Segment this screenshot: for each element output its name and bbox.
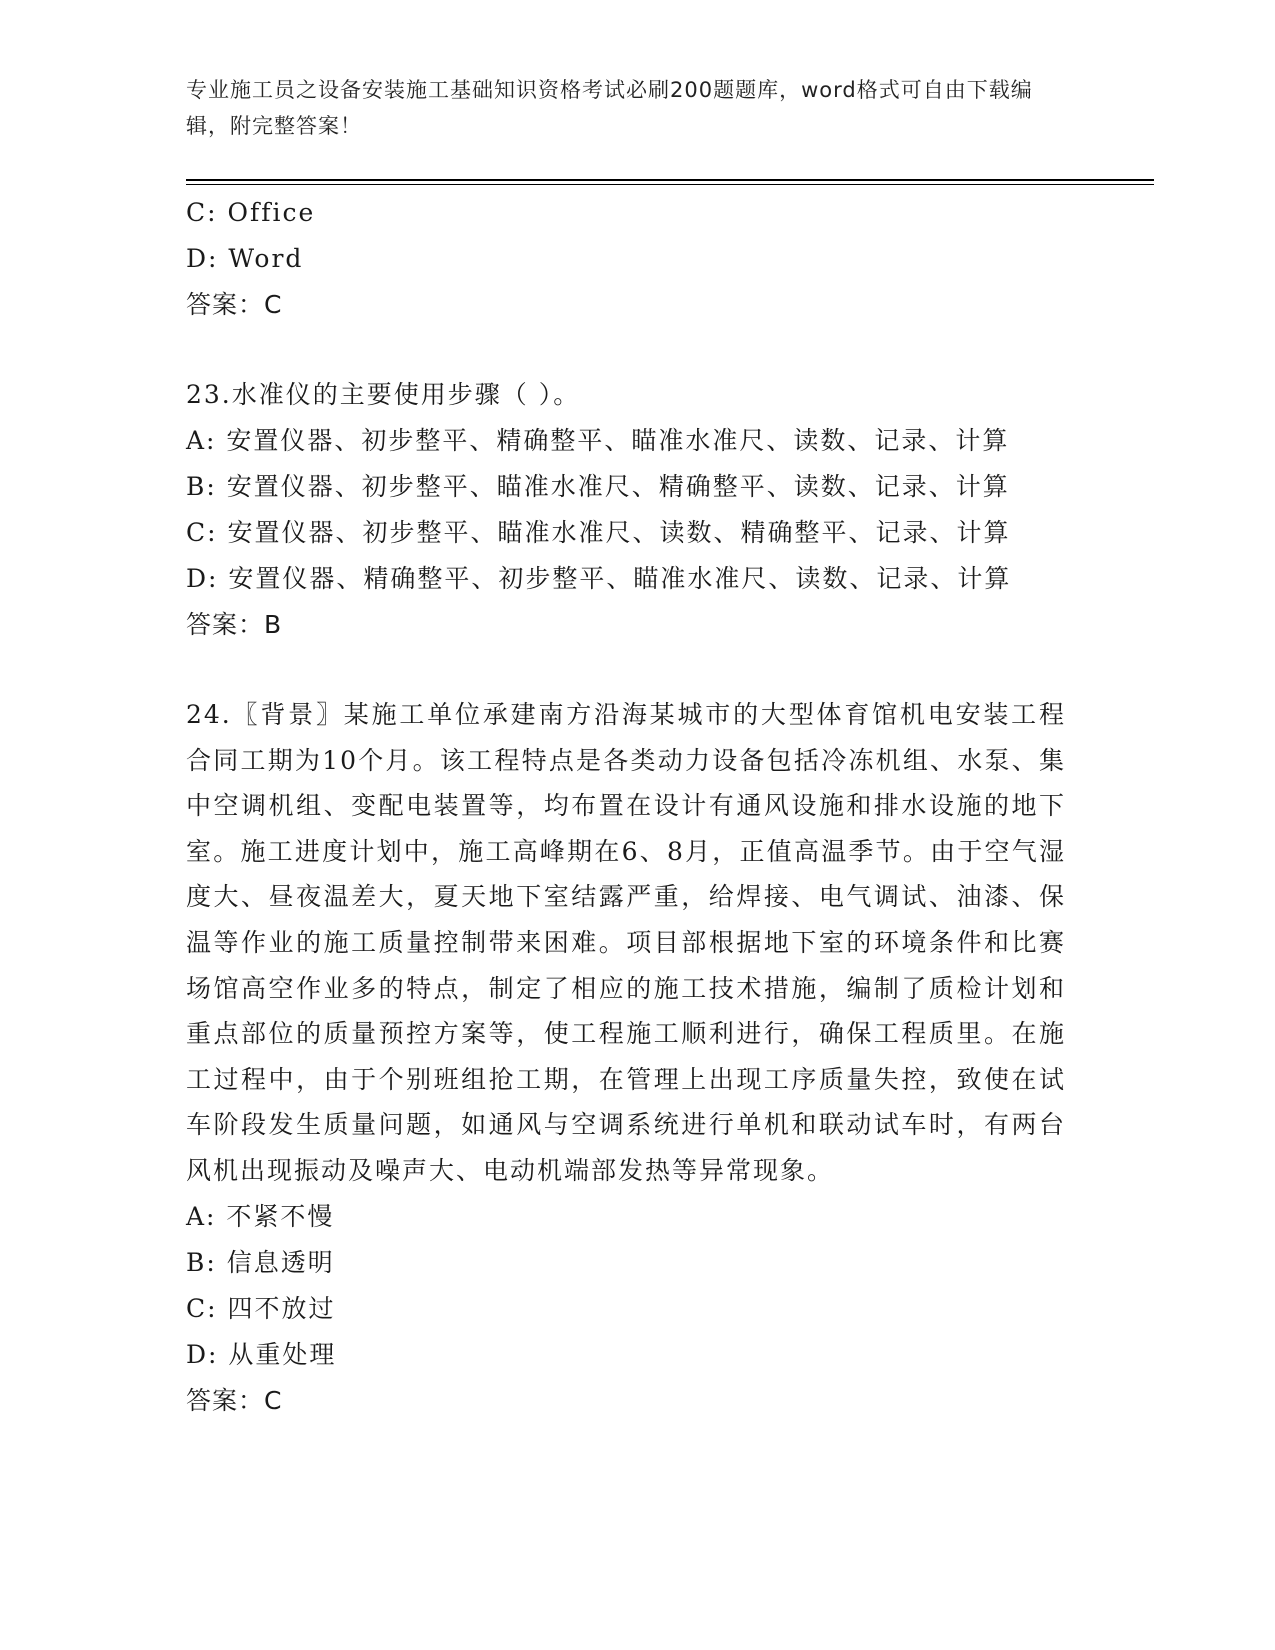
q24-option-c: C: 四不放过 <box>186 1293 336 1323</box>
spacer <box>186 648 1086 692</box>
spacer <box>186 328 1086 372</box>
q23-option-a: A: 安置仪器、初步整平、精确整平、瞄准水准尺、读数、记录、计算 <box>186 426 1010 455</box>
document-body <box>186 190 1086 1424</box>
q22-option-d: D: Word <box>186 244 304 273</box>
q23-option-b: B: 安置仪器、初步整平、瞄准水准尺、精确整平、读数、记录、计算 <box>186 472 1010 501</box>
q22-option-c: C: Office <box>186 198 316 227</box>
header-rule-thin <box>186 184 1154 185</box>
q23-option-d: D: 安置仪器、精确整平、初步整平、瞄准水准尺、读数、记录、计算 <box>186 564 1012 593</box>
q23-answer: 答案：B <box>186 610 283 639</box>
q24-option-b: B: 信息透明 <box>186 1247 335 1277</box>
header-title: 专业施工员之设备安装施工基础知识资格考试必刷200题题库，word格式可自由下载编辑，附完整答案！ <box>186 78 1033 138</box>
q22-answer: 答案：C <box>186 290 283 319</box>
document-header <box>186 72 1076 144</box>
q23-option-c: C: 安置仪器、初步整平、瞄准水准尺、读数、精确整平、记录、计算 <box>186 518 1011 547</box>
q24-option-a: A: 不紧不慢 <box>186 1201 335 1231</box>
q24-answer: 答案：C <box>186 1385 283 1415</box>
q23-question: 23.水准仪的主要使用步骤（ ）。 <box>186 380 581 409</box>
q24-option-d: D: 从重处理 <box>186 1339 337 1369</box>
header-rule-thick <box>186 179 1154 181</box>
q24-question: 24.〖背景〗某施工单位承建南方沿海某城市的大型体育馆机电安装工程合同工期为10个月。该工程特点是各类动力设备包括冷冻机组、水泵、集中空调机组、变配电装置等，均布置在设计有通风设施和排水设施的地下室。施工进度计划中，施工高峰期在6、8月，正值高温季节。由于空气湿度大、昼夜温差大，夏天地下室结露严重，给焊接、电气调试、油漆、保温等作业的施工质量控制带来困难。项目部根据地下室的环境条件和比赛场馆高空作业多的特点，制定了相应的施工技术措施，编制了质检计划和重点部位的质量预控方案等，使工程施工顺利进行，确保工程质里。在施工过程中，由于个别班组抢工期，在管理上出现工序质量失控，致使在试车阶段发生质量问题，如通风与空调系统进行单机和联动试车时，有两台风机出现振动及噪声大、电动机端部发热等异常现象。 <box>186 700 1066 1185</box>
